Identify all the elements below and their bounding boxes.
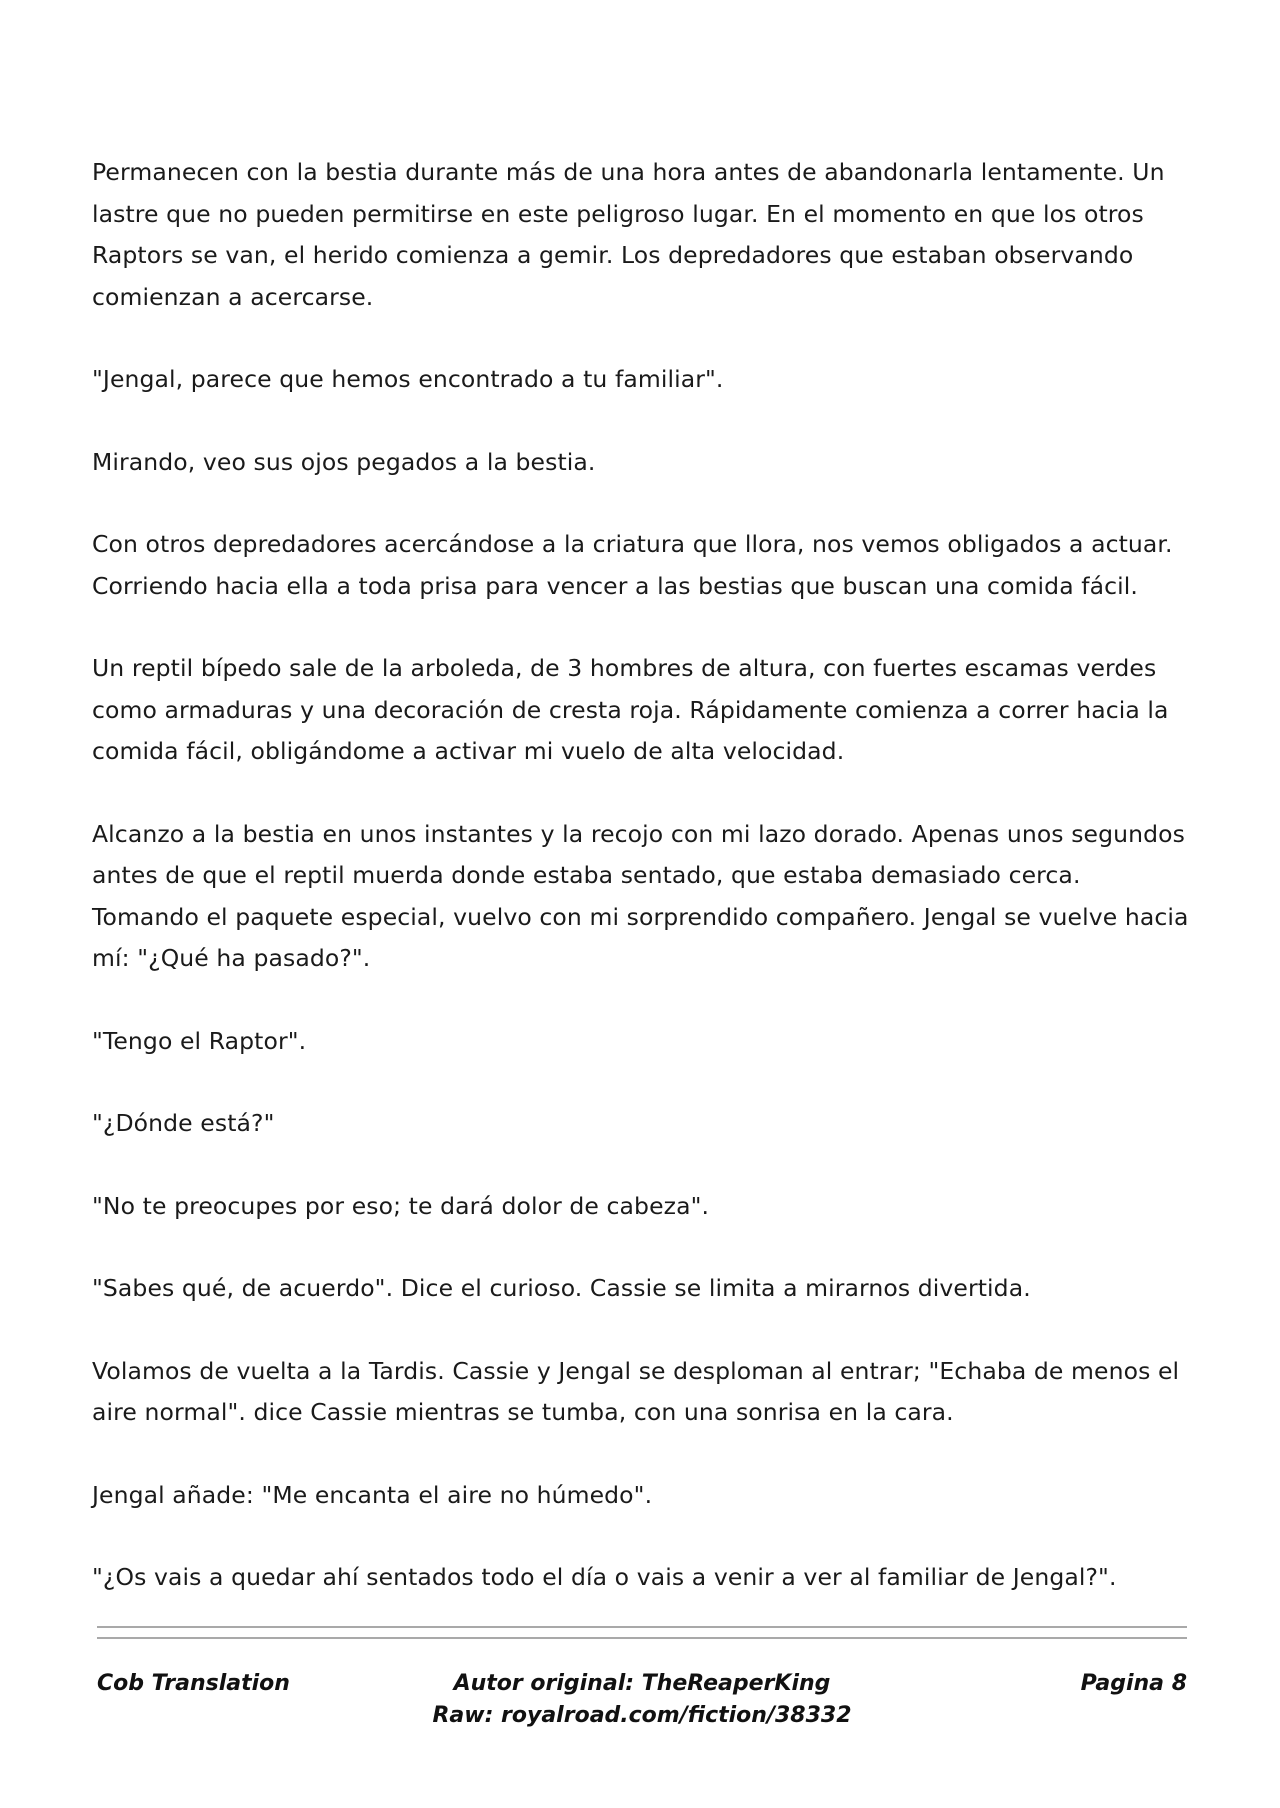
- paragraph: "Sabes qué, de acuerdo". Dice el curioso. Cassie se limita a mirarnos divertida.: [92, 1274, 1031, 1302]
- footer-divider-bottom: [97, 1637, 1187, 1639]
- paragraph: Volamos de vuelta a la Tardis. Cassie y Jengal se desploman al entrar; "Echaba de menos el aire normal". dice Cassie mientras se tumba, con una sonrisa en la cara.: [92, 1356, 1180, 1426]
- footer-credits: [97, 1668, 1187, 1732]
- footer-translator: Cob Translation: [97, 1671, 290, 1696]
- footer-original-author: Autor original: TheReaperKing: [453, 1671, 831, 1696]
- paragraph: "¿Dónde está?": [92, 1109, 275, 1137]
- page-footer: [97, 1668, 1187, 1748]
- paragraph: "¿Os vais a quedar ahí sentados todo el día o vais a venir a ver al familiar de Jengal?".: [92, 1563, 1117, 1591]
- paragraph: "No te preocupes por eso; te dará dolor de cabeza".: [92, 1191, 710, 1220]
- footer-raw-source: Raw: royalroad.com/fiction/38332: [432, 1703, 852, 1728]
- paragraph: Mirando, veo sus ojos pegados a la bestia.: [92, 447, 596, 476]
- paragraph: Alcanzo a la bestia en unos instantes y la recojo con mi lazo dorado. Apenas unos segundos antes de que el reptil muerda donde estaba sentado, que estaba demasiado cerca. Tomando el paquete especial, vuelvo con mi sorprendido compañero. Jengal se vuelve hacia mí: "¿Qué ha pasado?".: [92, 819, 1189, 972]
- paragraph: "Jengal, parece que hemos encontrado a tu familiar".: [92, 365, 724, 393]
- paragraph: Un reptil bípedo sale de la arboleda, de 3 hombres de altura, con fuertes escamas verdes como armaduras y una decoración de cresta roja. Rápidamente comienza a correr hacia la comida fácil, obligándome a activar mi vuelo de alta velocidad.: [92, 654, 1169, 765]
- paragraph: "Tengo el Raptor".: [92, 1026, 307, 1055]
- footer-divider-top: [97, 1626, 1187, 1628]
- document-body: [92, 152, 1192, 1640]
- paragraph: Con otros depredadores acercándose a la criatura que llora, nos vemos obligados a actuar. Corriendo hacia ella a toda prisa para vencer a las bestias que buscan una comida fácil.: [92, 530, 1173, 600]
- paragraph: Jengal añade: "Me encanta el aire no húmedo".: [92, 1480, 653, 1509]
- paragraph: Permanecen con la bestia durante más de una hora antes de abandonarla lentamente. Un lastre que no pueden permitirse en este peligroso lugar. En el momento en que los otros Raptors se van, el herido comienza a gemir. Los depredadores que estaban observando comienzan a acercarse.: [92, 158, 1165, 311]
- footer-page-number: Pagina 8: [1080, 1671, 1187, 1696]
